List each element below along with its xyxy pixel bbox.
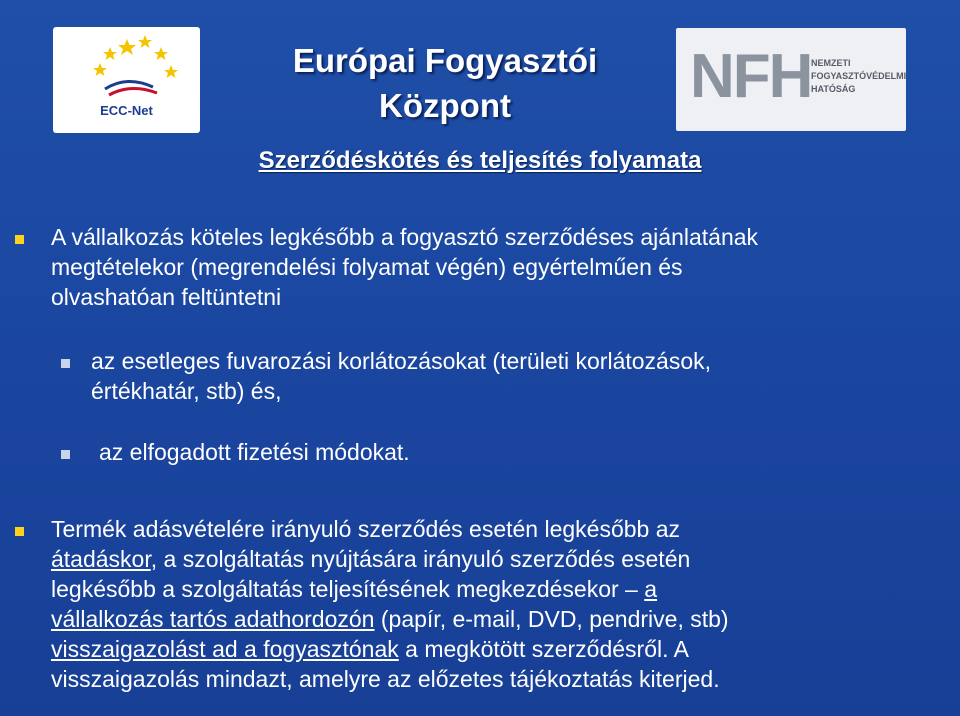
subbullet-marker — [61, 450, 70, 459]
bullet-marker — [15, 527, 24, 536]
subbullet-marker — [61, 359, 70, 368]
bullet2-underlined-a: átadáskor — [51, 546, 151, 572]
bullet2-text — [51, 514, 729, 694]
bullet2-line-5 — [51, 634, 729, 664]
nfh-mark: NFH — [690, 42, 812, 111]
bullet1-line-2: megtételekor (megrendelési folyamat végén) egyértelműen és — [51, 254, 683, 280]
nfh-line-2: FOGYASZTÓVÉDELMI — [811, 71, 907, 81]
bullet2-underlined-e: vállalkozás tartós adathordozón — [51, 606, 375, 632]
bullet2-underlined-g: visszaigazolást ad a fogyasztónak — [51, 636, 399, 662]
bullet2-line-4 — [51, 604, 729, 634]
bullet2-plain-h: a megkötött szerződésről. A — [398, 636, 689, 662]
title-line-1: Európai Fogyasztói — [292, 42, 598, 79]
bullet2-underlined-d: a — [644, 576, 658, 602]
sub2-line-1: az elfogadott fizetési módokat. — [99, 439, 410, 465]
bullet2-line-1: Termék adásvételére irányuló szerződés esetén legkésőbb az — [51, 516, 681, 542]
bullet2-plain-b: , a szolgáltatás nyújtására irányuló szerződés esetén — [150, 546, 691, 572]
nfh-subtitle — [811, 57, 907, 96]
sub1-line-1: az esetleges fuvarozási korlátozásokat (területi korlátozások, — [91, 348, 712, 374]
bullet2-line-2 — [51, 544, 729, 574]
page-title — [220, 38, 670, 128]
bullet2-plain-f: (papír, e-mail, DVD, pendrive, stb) — [374, 606, 729, 632]
bullet-marker — [15, 235, 24, 244]
bullet2-line-3 — [51, 574, 729, 604]
bullet2-line-6: visszaigazolás mindazt, amelyre az előzetes tájékoztatás kiterjed. — [51, 666, 720, 692]
bullet2-plain-c: legkésőbb a szolgáltatás teljesítésének megkezdésekor – — [51, 576, 645, 602]
nfh-line-3: HATÓSÁG — [811, 84, 856, 94]
title-line-2: Központ — [379, 87, 511, 124]
sub1-line-2: értékhatár, stb) és, — [91, 378, 282, 404]
nfh-line-1: NEMZETI — [811, 58, 851, 68]
bullet1-line-3: olvashatóan feltüntetni — [51, 284, 282, 310]
ecc-net-label: ECC-Net — [100, 103, 153, 118]
sub1-text — [91, 346, 711, 406]
sub2-text — [99, 437, 410, 467]
slide-subtitle: Szerződéskötés és teljesítés folyamata — [258, 147, 702, 174]
ecc-net-logo — [53, 27, 200, 133]
nfh-logo — [676, 28, 906, 131]
bullet1-line-1: A vállalkozás köteles legkésőbb a fogyasztó szerződéses ajánlatának — [51, 224, 759, 250]
bullet1-text — [51, 222, 758, 312]
